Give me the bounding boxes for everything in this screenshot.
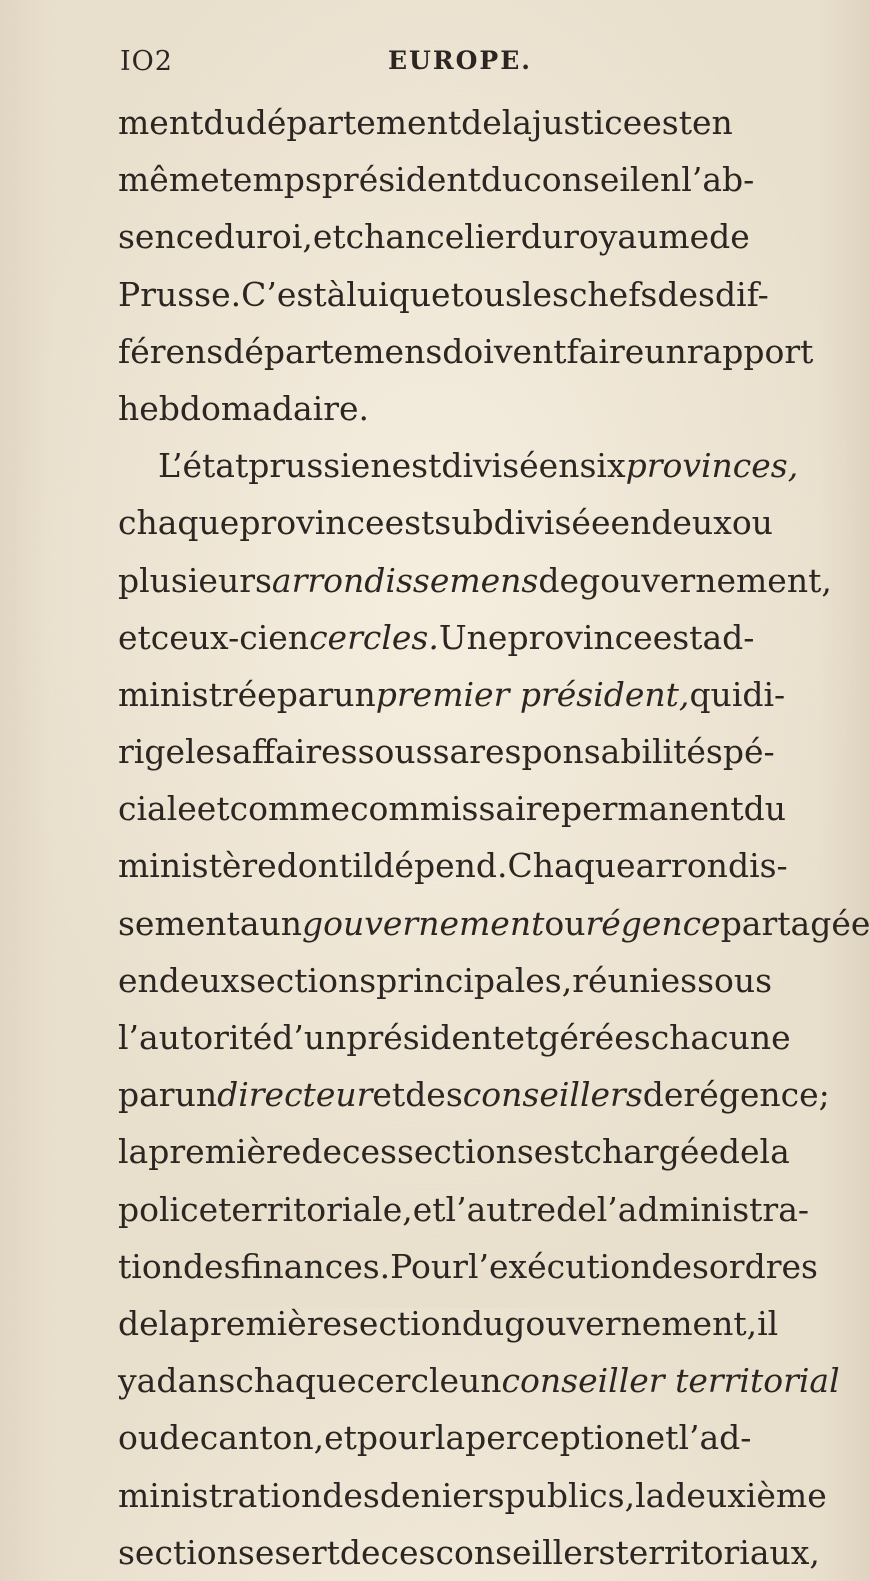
text-line [118, 151, 755, 208]
word: subdivisée [434, 503, 611, 543]
word: en [691, 103, 733, 142]
word: se [237, 1532, 275, 1572]
word: gouvernement, [579, 560, 832, 600]
word: divisé [441, 446, 539, 486]
word: en [118, 960, 159, 1000]
word: ministrée [118, 674, 277, 714]
word: en [268, 617, 310, 657]
word: sence [118, 217, 214, 257]
word: est [642, 103, 692, 142]
word: section [342, 1303, 462, 1343]
word: roi, [256, 217, 313, 257]
word: dif- [714, 274, 769, 314]
word: un [174, 1075, 218, 1115]
italic-term: conseiller territorial [501, 1361, 840, 1401]
word: ment [118, 103, 204, 142]
word: l’ad- [678, 1418, 752, 1458]
word: finances. [240, 1246, 391, 1286]
word: chacune [650, 1018, 791, 1057]
word: ordres [708, 1246, 818, 1286]
text-line [118, 380, 730, 437]
text-line [118, 1238, 818, 1295]
word: royaume [563, 217, 710, 257]
word: ceux-ci [150, 617, 269, 657]
word: Une [438, 617, 508, 657]
word: permanent [560, 789, 744, 829]
word: deux [158, 960, 240, 1000]
word: responsabilité [469, 732, 706, 772]
word: prussien [248, 446, 392, 486]
word: un [259, 903, 303, 943]
text-line [118, 494, 773, 551]
word: la [118, 1132, 149, 1172]
text-line [118, 666, 786, 723]
word: deniers [379, 1475, 505, 1515]
word: la [158, 1303, 189, 1343]
text-line [118, 208, 750, 265]
word: première [188, 1303, 342, 1343]
text-line [118, 323, 814, 380]
word: du [480, 160, 524, 200]
word: arrondis- [635, 846, 788, 886]
word: affaires [232, 732, 358, 772]
word: un [459, 1361, 502, 1401]
word: a [239, 903, 260, 943]
word: conseillers [435, 1532, 616, 1572]
word: principales, [376, 960, 573, 1000]
word: les [184, 732, 233, 772]
word: est [652, 617, 703, 657]
word: pour [356, 1418, 435, 1458]
word: la [434, 1418, 466, 1458]
word: est [384, 503, 435, 543]
text-line [118, 1524, 820, 1581]
word: chaque [118, 503, 240, 543]
word: des [651, 1246, 709, 1286]
italic-term: conseillers [462, 1075, 643, 1115]
word: de [339, 1532, 381, 1572]
word: cercle [356, 1361, 460, 1401]
text-line [118, 837, 788, 894]
word: est [533, 1132, 584, 1172]
word: en [640, 160, 682, 200]
word: perception [465, 1418, 646, 1458]
word: police [118, 1189, 219, 1229]
word: de [461, 103, 502, 142]
word: lui [346, 274, 389, 314]
word: et [505, 1018, 539, 1057]
word: du [743, 789, 787, 829]
word: du [520, 217, 564, 257]
word: un [644, 331, 687, 371]
word: l’exécution [467, 1246, 652, 1286]
word: tous [450, 274, 522, 314]
word: hebdomadaire. [118, 388, 370, 428]
word: par [118, 1075, 175, 1115]
text-line [118, 1123, 790, 1180]
word: d’un [272, 1018, 347, 1057]
word: chaque [235, 1361, 357, 1401]
word: et [412, 1189, 446, 1229]
word: ou [118, 1418, 160, 1458]
word: a [136, 1361, 157, 1401]
italic-term: provinces, [625, 446, 799, 486]
word: l’ab- [681, 160, 755, 200]
word: en [610, 503, 652, 543]
word: à [326, 274, 347, 314]
word: faire [566, 331, 645, 371]
word: di- [742, 674, 786, 714]
word: dans [156, 1361, 236, 1401]
text-line [118, 1181, 810, 1238]
word: qui [689, 674, 743, 714]
italic-term: directeur [217, 1075, 373, 1115]
word: par [276, 674, 334, 714]
word: ministère [118, 846, 277, 886]
word: et [118, 617, 151, 657]
word: ou [731, 503, 773, 543]
word: des [322, 1475, 380, 1515]
word: publics, [504, 1475, 636, 1515]
word: province [507, 617, 653, 657]
word: comme [229, 789, 351, 829]
word: réunies [572, 960, 698, 1000]
word: de [118, 1303, 159, 1343]
word: l’administra- [596, 1189, 810, 1229]
word: six [579, 446, 626, 486]
italic-term: arrondissemens [271, 560, 539, 600]
word: gouvernement, [504, 1303, 758, 1343]
text-line [118, 552, 832, 609]
word: ces [342, 1132, 397, 1172]
word: férens [118, 331, 224, 371]
running-title: EUROPE. [388, 46, 532, 75]
word: est [391, 446, 442, 486]
word: la [635, 1475, 666, 1515]
text-line [118, 266, 769, 323]
word: du [461, 1303, 505, 1343]
text-line [118, 1467, 827, 1524]
word: de [301, 1132, 342, 1172]
word: sa [432, 732, 470, 772]
word: ad- [702, 617, 755, 657]
word: sections [396, 1132, 534, 1172]
word: première [148, 1132, 302, 1172]
text-line [118, 1352, 840, 1409]
word: de [709, 217, 750, 257]
word: territoriaux, [615, 1532, 820, 1572]
word: ou [544, 903, 586, 943]
word: y [118, 1361, 137, 1401]
word: plusieurs [118, 560, 272, 600]
word: chefs [568, 274, 658, 314]
word: spé- [705, 732, 775, 772]
word: rapport [686, 331, 814, 371]
italic-term: régence [585, 903, 721, 943]
word: deux [651, 503, 732, 543]
word: ces [380, 1532, 436, 1572]
word: et [324, 1418, 357, 1458]
word: rige [118, 732, 185, 772]
word: du [203, 103, 246, 142]
word: sement [118, 903, 240, 943]
word: chancelier [345, 217, 521, 257]
word: du [213, 217, 257, 257]
word: et [372, 1075, 406, 1115]
word: départemens [223, 331, 443, 371]
word: il [757, 1303, 779, 1343]
word: canton, [199, 1418, 325, 1458]
text-line [118, 1409, 752, 1466]
word: de [718, 1132, 760, 1172]
word: chargée [583, 1132, 719, 1172]
word: conseil [523, 160, 641, 200]
word: Chaque [507, 846, 636, 886]
word: sous [697, 960, 773, 1000]
word: C’est [241, 274, 327, 314]
italic-term: cercles. [309, 617, 439, 657]
word: Pour [390, 1246, 468, 1286]
word: et [645, 1418, 679, 1458]
word: et [196, 789, 230, 829]
word: ciale [118, 789, 197, 829]
text-line [118, 94, 733, 151]
italic-term: gouvernement [302, 903, 545, 943]
word: L’état [158, 446, 249, 486]
word: que [388, 274, 451, 314]
word: la [759, 1132, 790, 1172]
word: commissaire [350, 789, 561, 829]
word: sous [357, 732, 433, 772]
word: partagée [720, 903, 870, 943]
word: de [556, 1189, 597, 1229]
word: deuxième [665, 1475, 827, 1515]
text-line [118, 1295, 779, 1352]
word: l’autre [445, 1189, 557, 1229]
word: département [245, 103, 462, 142]
page-number: IO2 [120, 46, 173, 77]
word: temps [219, 160, 322, 200]
word: doivent [442, 331, 567, 371]
word: gérées [538, 1018, 651, 1057]
word: il [352, 846, 374, 886]
page-header [120, 46, 720, 86]
word: la [501, 103, 532, 142]
word: sert [274, 1532, 340, 1572]
word: des [657, 274, 715, 314]
text-line [118, 895, 870, 952]
word: président [321, 160, 481, 200]
word: sections [239, 960, 377, 1000]
word: des [182, 1246, 241, 1286]
word: dépend. [373, 846, 508, 886]
word: tion [118, 1246, 183, 1286]
word: les [521, 274, 569, 314]
word: justice [531, 103, 643, 142]
text-line [118, 780, 787, 837]
word: ministration [118, 1475, 323, 1515]
text-line [118, 1066, 830, 1123]
text-line [118, 609, 755, 666]
word: et [312, 217, 346, 257]
paragraph-start-line [118, 437, 799, 494]
italic-term: premier président, [375, 674, 690, 714]
word: dont [276, 846, 353, 886]
text-line [118, 1009, 791, 1066]
text-line [118, 723, 775, 780]
word: un [333, 674, 376, 714]
word: de [159, 1418, 200, 1458]
word: l’autorité [118, 1018, 273, 1057]
body-text [118, 94, 870, 1581]
word: président [346, 1018, 506, 1057]
word: même [118, 160, 220, 200]
word: section [118, 1532, 238, 1572]
word: Prusse. [118, 274, 242, 314]
word: province [239, 503, 385, 543]
word: des [405, 1075, 463, 1115]
word: en [538, 446, 580, 486]
word: régence; [683, 1075, 830, 1115]
word: de [642, 1075, 684, 1115]
word: territoriale, [218, 1189, 413, 1229]
text-line [118, 952, 773, 1009]
word: de [538, 560, 580, 600]
